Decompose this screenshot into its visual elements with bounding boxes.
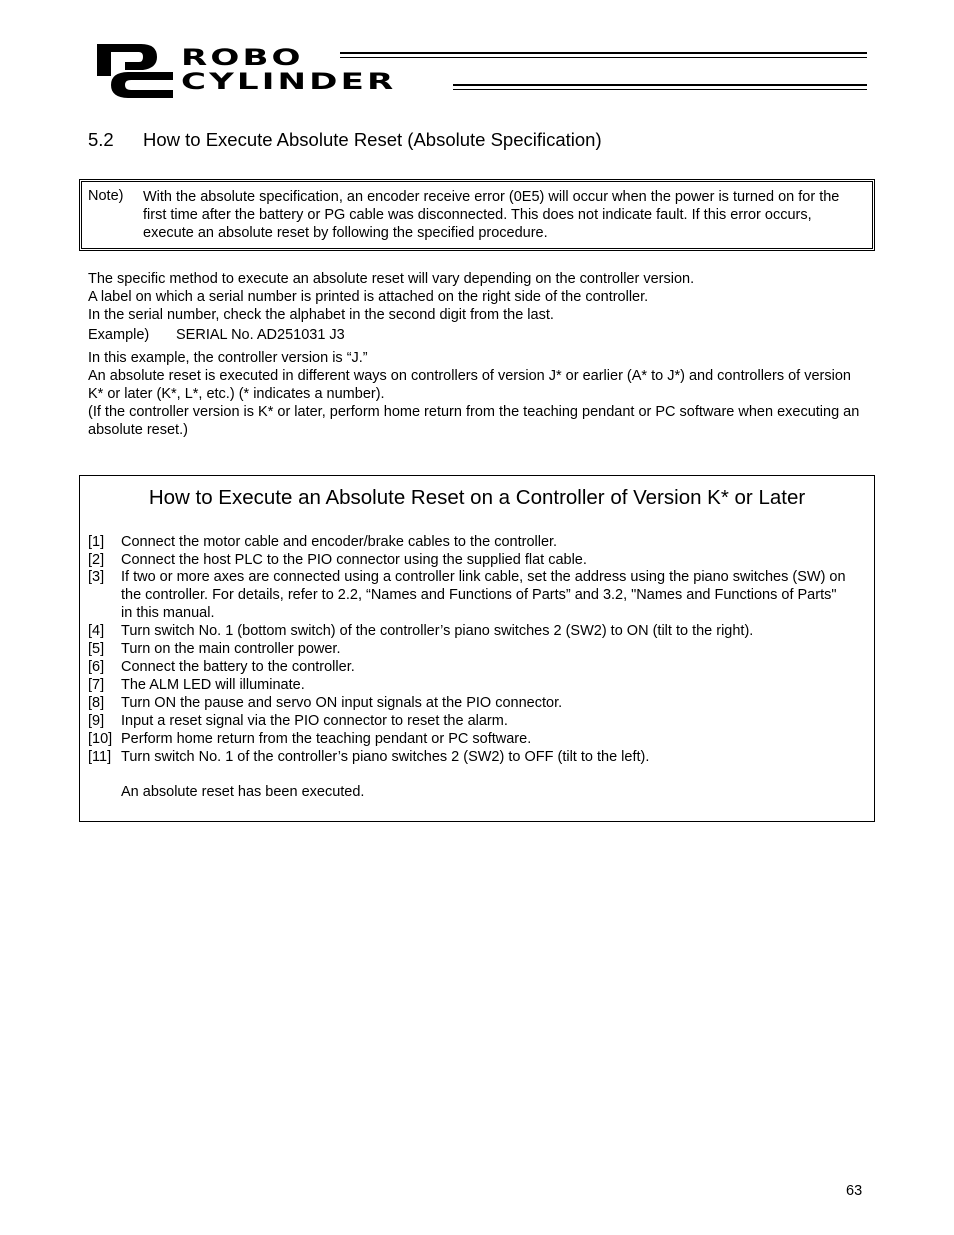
- logo-text-robo: ROBO: [181, 46, 304, 71]
- logo-rule-bottom-1: [453, 84, 867, 86]
- section-number: 5.2: [88, 129, 114, 150]
- step-text: Turn ON the pause and servo ON input signals at the PIO connector.: [121, 695, 563, 711]
- page-number: 63: [846, 1183, 863, 1199]
- step-number: [2]: [88, 552, 105, 568]
- step-text: Turn switch No. 1 of the controller’s piano switches 2 (SW2) to OFF (tilt to the left).: [121, 749, 650, 765]
- step-number: [6]: [88, 659, 105, 675]
- intro-paragraph-3: In the serial number, check the alphabet in the second digit from the last.: [88, 307, 554, 323]
- intro-paragraph-6: (If the controller version is K* or later, perform home return from the teaching pendant or PC software when executing an absolute reset.): [88, 404, 860, 438]
- step-number: [3]: [88, 569, 105, 585]
- step-text: Connect the host PLC to the PIO connector using the supplied flat cable.: [121, 552, 587, 568]
- procedure-title: How to Execute an Absolute Reset on a Controller of Version K* or Later: [148, 486, 806, 509]
- intro-paragraph-4: In this example, the controller version is “J.”: [88, 350, 368, 366]
- step-text: Connect the battery to the controller.: [121, 659, 355, 675]
- example-serial: SERIAL No. AD251031 J3: [176, 327, 345, 343]
- logo-rule-top-2: [340, 57, 867, 58]
- robo-cylinder-logo: [95, 42, 867, 100]
- step-number: [7]: [88, 677, 105, 693]
- step-text: Connect the motor cable and encoder/brake cables to the controller.: [121, 534, 558, 550]
- step-text: Input a reset signal via the PIO connector to reset the alarm.: [121, 713, 508, 729]
- intro-paragraph-2: A label on which a serial number is printed is attached on the right side of the controller.: [88, 289, 649, 305]
- step-text: Perform home return from the teaching pendant or PC software.: [121, 731, 532, 747]
- step-text: Turn switch No. 1 (bottom switch) of the controller’s piano switches 2 (SW2) to ON (tilt to the right).: [121, 623, 754, 639]
- rc-logo-mark: [95, 42, 175, 98]
- section-title: How to Execute Absolute Reset (Absolute Specification): [143, 129, 602, 150]
- step-text: If two or more axes are connected using a controller link cable, set the address using the piano switches (SW) on the controller. For details, refer to 2.2, “Names and Functions of Parts” and 3.2, "Names and Functions of Parts" in this manual.: [121, 569, 846, 621]
- intro-paragraph-5: An absolute reset is executed in different ways on controllers of version J* or earlier (A* to J*) and controllers of version K* or later (K*, L*, etc.) (* indicates a number).: [88, 368, 851, 402]
- logo-rule-top-1: [340, 52, 867, 54]
- intro-paragraph-1: The specific method to execute an absolute reset will vary depending on the controller version.: [88, 271, 695, 287]
- step-text: Turn on the main controller power.: [121, 641, 341, 657]
- step-text: The ALM LED will illuminate.: [121, 677, 305, 693]
- logo-rule-bottom-2: [453, 89, 867, 90]
- note-text: With the absolute specification, an encoder receive error (0E5) will occur when the power is turned on for the first time after the battery or PG cable was disconnected. This does not indicate fault. If this error occurs, execute an absolute reset by following the specified procedure.: [143, 189, 840, 241]
- step-number: [4]: [88, 623, 105, 639]
- step-number: [9]: [88, 713, 105, 729]
- step-number: [1]: [88, 534, 105, 550]
- step-number: [5]: [88, 641, 105, 657]
- note-label: Note): [88, 188, 124, 204]
- logo-text-cylinder: CYLINDER: [181, 70, 397, 95]
- step-number: [10]: [88, 731, 113, 747]
- step-number: [8]: [88, 695, 105, 711]
- step-number: [11]: [88, 749, 112, 765]
- example-label: Example): [88, 327, 150, 343]
- procedure-complete-text: An absolute reset has been executed.: [121, 784, 365, 800]
